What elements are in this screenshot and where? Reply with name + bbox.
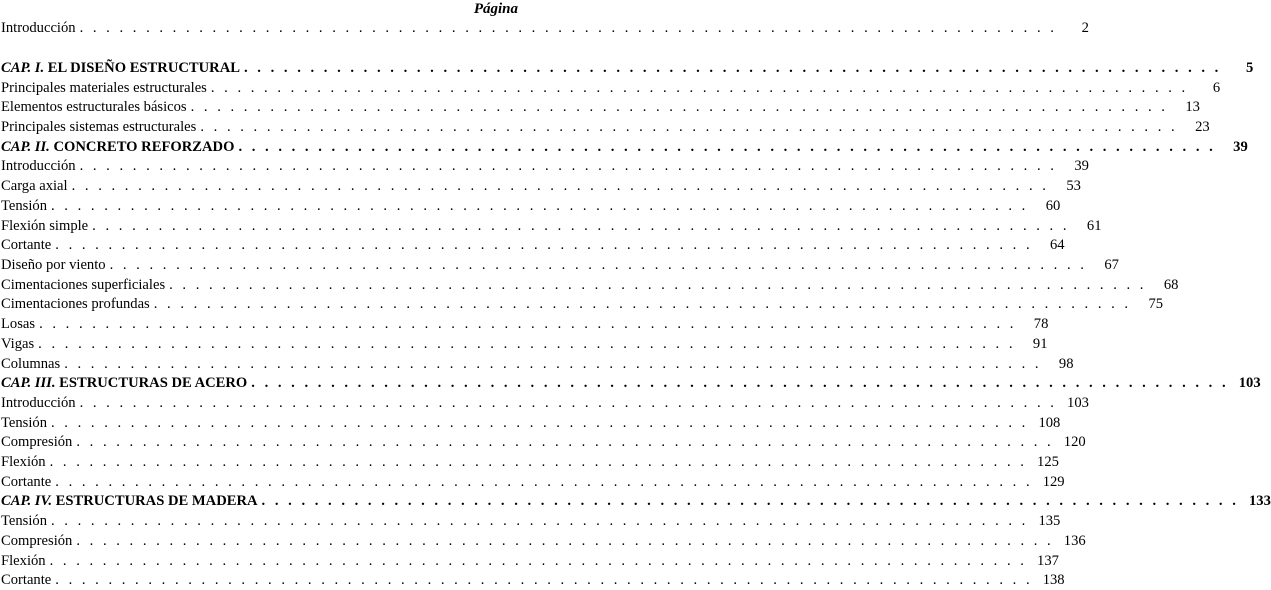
toc-chapter-row[interactable] [1,373,1261,393]
dot-leader: . . . . . . . . . . . . . . . . . . . . . . . . . . . . . . . . . . . . . . . . . . . . . . . . . . . . . . . . . . . . . . . . . . . . . . . . . . [92,218,1070,234]
toc-entry-row[interactable] [1,413,1061,433]
toc-page-number: 133 [1248,493,1271,509]
toc-title: Principales materiales estructurales [1,80,207,96]
dot-leader: . . . . . . . . . . . . . . . . . . . . . . . . . . . . . . . . . . . . . . . . . . . . . . . . . . . . . . . . . . . . . . . . . . . . . . . . . . [51,513,1029,529]
dot-leader: . . . . . . . . . . . . . . . . . . . . . . . . . . . . . . . . . . . . . . . . . . . . . . . . . . . . . . . . . . . . . . . . . . . . . . . . . . [169,277,1147,293]
toc-page-number: 60 [1045,198,1061,214]
toc-title: Tensión [1,415,47,431]
toc-entry-row[interactable] [1,117,1210,137]
toc-entry-row[interactable] [1,216,1102,236]
dot-leader: . . . . . . . . . . . . . . . . . . . . . . . . . . . . . . . . . . . . . . . . . . . . . . . . . . . . . . . . . . . . . . . . . . . . . . . . . . [76,533,1054,549]
dot-leader: . . . . . . . . . . . . . . . . . . . . . . . . . . . . . . . . . . . . . . . . . . . . . . . . . . . . . . . . . . . . . . . . . . . . . . . . . . [109,257,1087,273]
dot-leader: . . . . . . . . . . . . . . . . . . . . . . . . . . . . . . . . . . . . . . . . . . . . . . . . . . . . . . . . . . . . . . . . . . . . . . . . . . [210,80,1189,96]
toc-page-number: 103 [1067,395,1089,411]
dot-leader: . . . . . . . . . . . . . . . . . . . . . . . . . . . . . . . . . . . . . . . . . . . . . . . . . . . . . . . . . . . . . . . . . . . . . . . . . . [190,99,1168,115]
toc-title: Losas [1,316,36,332]
toc-page-number: 91 [1032,336,1048,352]
toc-page-number: 120 [1063,434,1086,450]
toc-title: Cortante [1,572,52,588]
toc-chapter-row[interactable] [1,137,1248,157]
dot-leader: . . . . . . . . . . . . . . . . . . . . . . . . . . . . . . . . . . . . . . . . . . . . . . . . . . . . . . . . . . . . . . . . . . . . . . . . . . [51,415,1029,431]
dot-leader: . . . . . . . . . . . . . . . . . . . . . . . . . . . . . . . . . . . . . . . . . . . . . . . . . . . . . . . . . . . . . . . . . . . . . . . . . . [238,139,1216,155]
toc-page-number: 125 [1037,454,1059,470]
toc-title: Cimentaciones profundas [1,296,150,312]
page-column-header: Página [473,1,518,17]
toc-title [1,58,240,78]
toc-title: Carga axial [1,178,68,194]
dot-leader: . . . . . . . . . . . . . . . . . . . . . . . . . . . . . . . . . . . . . . . . . . . . . . . . . . . . . . . . . . . . . . . . . . . . . . . . . . [251,375,1229,391]
toc-page-number: 39 [1233,139,1248,155]
dot-leader: . . . . . . . . . . . . . . . . . . . . . . . . . . . . . . . . . . . . . . . . . . . . . . . . . . . . . . . . . . . . . . . . . . . . . . . . . . [76,434,1054,450]
toc-title: Tensión [1,198,47,214]
toc-title: Flexión [1,553,46,569]
chapter-title: ESTRUCTURAS DE ACERO [59,375,248,391]
toc-entry-row[interactable] [1,275,1179,295]
dot-leader: . . . . . . . . . . . . . . . . . . . . . . . . . . . . . . . . . . . . . . . . . . . . . . . . . . . . . . . . . . . . . . . . . . . . . . . . . . [55,474,1033,490]
toc-page-number: 129 [1042,474,1065,490]
toc-entry-row[interactable] [1,570,1065,590]
toc-title: Flexión [1,454,46,470]
dot-leader: . . . . . . . . . . . . . . . . . . . . . . . . . . . . . . . . . . . . . . . . . . . . . . . . . . . . . . . . . . . . . . . . . . . . . . . . . . [38,336,1016,352]
dot-leader: . . . . . . . . . . . . . . . . . . . . . . . . . . . . . . . . . . . . . . . . . . . . . . . . . . . . . . . . . . . . . . . . . . . . . . . . . . [244,60,1222,76]
toc-entry-row[interactable] [1,393,1089,413]
toc-page-number: 138 [1042,572,1065,588]
toc-title: Elementos estructurales básicos [1,99,187,115]
toc-title: Cortante [1,237,52,253]
toc-title [1,373,247,393]
toc-title: Principales sistemas estructurales [1,119,197,135]
toc-entry-row[interactable] [1,97,1200,117]
toc-entry-row[interactable] [1,452,1059,472]
toc-entry-row[interactable] [1,531,1086,551]
toc-entry-row[interactable] [1,334,1048,354]
toc-chapter-row[interactable] [1,58,1254,78]
toc-title: Diseño por viento [1,257,106,273]
toc-title: Introducción [1,395,76,411]
toc-page-number: 39 [1074,158,1089,174]
dot-leader: . . . . . . . . . . . . . . . . . . . . . . . . . . . . . . . . . . . . . . . . . . . . . . . . . . . . . . . . . . . . . . . . . . . . . . . . . . [71,178,1049,194]
toc-title [1,491,258,511]
toc-page-number: 137 [1037,553,1059,569]
toc-page-number: 2 [1081,20,1089,36]
toc-page-number: 98 [1058,356,1074,372]
chapter-number: CAP. I. [1,60,45,76]
dot-leader: . . . . . . . . . . . . . . . . . . . . . . . . . . . . . . . . . . . . . . . . . . . . . . . . . . . . . . . . . . . . . . . . . . . . . . . . . . [153,296,1132,312]
toc-title: Introducción [1,158,76,174]
toc-page-number: 61 [1086,218,1102,234]
dot-leader: . . . . . . . . . . . . . . . . . . . . . . . . . . . . . . . . . . . . . . . . . . . . . . . . . . . . . . . . . . . . . . . . . . . . . . . . . . [200,119,1178,135]
toc-page-number: 78 [1033,316,1049,332]
toc-page-number: 64 [1050,237,1065,253]
toc-entry-row[interactable] [1,294,1164,314]
toc-entry-row[interactable] [1,314,1049,334]
toc-page-number: 103 [1238,375,1261,391]
toc-entry-row[interactable] [1,432,1086,452]
toc-entry-row[interactable] [1,472,1065,492]
dot-leader: . . . . . . . . . . . . . . . . . . . . . . . . . . . . . . . . . . . . . . . . . . . . . . . . . . . . . . . . . . . . . . . . . . . . . . . . . . [39,316,1017,332]
toc-chapter-row[interactable] [1,491,1271,511]
toc-page-number: 68 [1163,277,1179,293]
toc-entry-row[interactable] [1,176,1081,196]
chapter-title: CONCRETO REFORZADO [53,139,235,155]
toc-page-number: 53 [1066,178,1081,194]
toc-page-number: 13 [1185,99,1200,115]
dot-leader: . . . . . . . . . . . . . . . . . . . . . . . . . . . . . . . . . . . . . . . . . . . . . . . . . . . . . . . . . . . . . . . . . . . . . . . . . . [51,198,1029,214]
dot-leader: . . . . . . . . . . . . . . . . . . . . . . . . . . . . . . . . . . . . . . . . . . . . . . . . . . . . . . . . . . . . . . . . . . . . . . . . . . [261,493,1239,509]
dot-leader: . . . . . . . . . . . . . . . . . . . . . . . . . . . . . . . . . . . . . . . . . . . . . . . . . . . . . . . . . . . . . . . . . . . . . . . . . . [55,237,1033,253]
toc-title: Compresión [1,533,73,549]
toc-page-number: 108 [1038,415,1061,431]
toc-title: Vigas [1,336,35,352]
toc-entry-row[interactable] [1,255,1119,275]
toc-title: Tensión [1,513,47,529]
toc-page-number: 67 [1104,257,1119,273]
chapter-number: CAP. III. [1,375,56,391]
dot-leader: . . . . . . . . . . . . . . . . . . . . . . . . . . . . . . . . . . . . . . . . . . . . . . . . . . . . . . . . . . . . . . . . . . . . . . . . . . [49,553,1027,569]
toc-title: Columnas [1,356,61,372]
chapter-number: CAP. II. [1,139,50,155]
toc-entry-row[interactable] [1,78,1221,98]
toc-title: Introducción [1,20,76,36]
dot-leader: . . . . . . . . . . . . . . . . . . . . . . . . . . . . . . . . . . . . . . . . . . . . . . . . . . . . . . . . . . . . . . . . . . . . . . . . . . [79,158,1057,174]
chapter-number: CAP. IV. [1,493,52,509]
toc-entry-row[interactable] [1,156,1089,176]
toc-title: Cimentaciones superficiales [1,277,166,293]
dot-leader: . . . . . . . . . . . . . . . . . . . . . . . . . . . . . . . . . . . . . . . . . . . . . . . . . . . . . . . . . . . . . . . . . . . . . . . . . . [64,356,1042,372]
toc-entry-row[interactable] [1,235,1065,255]
toc-page-number: 23 [1195,119,1210,135]
toc-entry-row[interactable] [1,18,1089,38]
toc-entry-row[interactable] [1,196,1061,216]
toc-title: Flexión simple [1,218,89,234]
dot-leader: . . . . . . . . . . . . . . . . . . . . . . . . . . . . . . . . . . . . . . . . . . . . . . . . . . . . . . . . . . . . . . . . . . . . . . . . . . [79,20,1057,36]
chapter-title: EL DISEÑO ESTRUCTURAL [47,60,240,76]
toc-title [1,137,234,157]
toc-page-number: 5 [1246,60,1254,76]
toc-entry-row[interactable] [1,354,1074,374]
toc-title: Compresión [1,434,73,450]
toc-page-number: 136 [1063,533,1086,549]
dot-leader: . . . . . . . . . . . . . . . . . . . . . . . . . . . . . . . . . . . . . . . . . . . . . . . . . . . . . . . . . . . . . . . . . . . . . . . . . . [49,454,1027,470]
toc-page-number: 6 [1212,80,1221,96]
toc-page-number: 75 [1148,296,1164,312]
dot-leader: . . . . . . . . . . . . . . . . . . . . . . . . . . . . . . . . . . . . . . . . . . . . . . . . . . . . . . . . . . . . . . . . . . . . . . . . . . [79,395,1057,411]
toc-entry-row[interactable] [1,551,1059,571]
toc-page-number: 135 [1038,513,1061,529]
toc-entry-row[interactable] [1,511,1061,531]
toc-title: Cortante [1,474,52,490]
chapter-title: ESTRUCTURAS DE MADERA [55,493,258,509]
dot-leader: . . . . . . . . . . . . . . . . . . . . . . . . . . . . . . . . . . . . . . . . . . . . . . . . . . . . . . . . . . . . . . . . . . . . . . . . . . [55,572,1033,588]
